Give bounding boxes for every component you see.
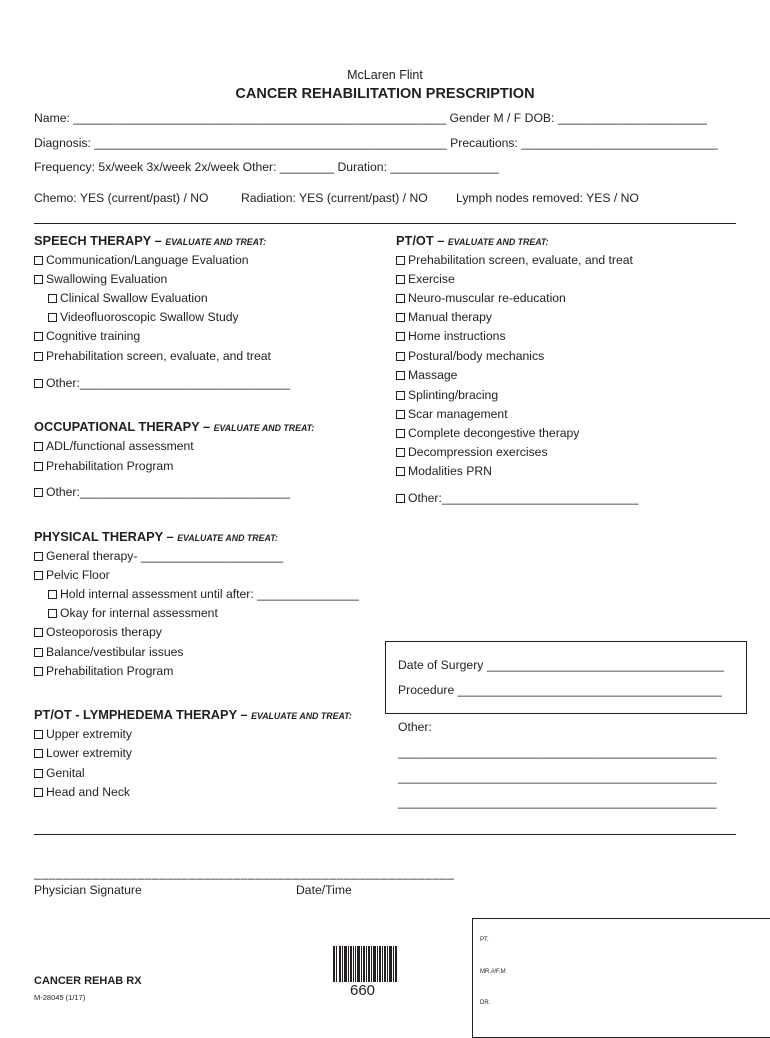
checkbox-icon[interactable] (34, 256, 43, 265)
checkbox-icon[interactable] (34, 648, 43, 657)
ptot-heading: PT/OT – EVALUATE AND TREAT: (396, 233, 549, 248)
checkbox-icon[interactable] (34, 730, 43, 739)
checkbox-okay-internal-assessment[interactable]: Okay for internal assessment (48, 605, 218, 621)
checkbox-pelvic-floor[interactable]: Pelvic Floor (34, 567, 110, 583)
checkbox-icon[interactable] (34, 379, 43, 388)
top-divider (34, 223, 736, 224)
other-notes-line-3[interactable]: _______________________________________________ (398, 795, 717, 809)
checkbox-massage[interactable]: Massage (396, 367, 457, 383)
checkbox-icon[interactable] (396, 275, 405, 284)
checkbox-icon[interactable] (34, 462, 43, 471)
checkbox-icon[interactable] (34, 552, 43, 561)
checkbox-adl-assessment[interactable]: ADL/functional assessment (34, 438, 194, 454)
checkbox-general-therapy[interactable]: General therapy- _____________________ (34, 548, 283, 564)
checkbox-icon[interactable] (34, 749, 43, 758)
barcode-icon (333, 946, 397, 982)
chemo-field[interactable]: Chemo: YES (current/past) / NO (34, 191, 209, 205)
checkbox-swallowing-evaluation[interactable]: Swallowing Evaluation (34, 271, 167, 287)
checkbox-splinting-bracing[interactable]: Splinting/bracing (396, 387, 498, 403)
radiation-field[interactable]: Radiation: YES (current/past) / NO (241, 191, 428, 205)
procedure-field[interactable]: Procedure _______________________________________ (398, 683, 722, 697)
checkbox-icon[interactable] (396, 467, 405, 476)
checkbox-head-neck[interactable]: Head and Neck (34, 784, 130, 800)
checkbox-exercise[interactable]: Exercise (396, 271, 455, 287)
checkbox-ptot-other[interactable]: Other:_____________________________ (396, 490, 638, 506)
checkbox-modalities-prn[interactable]: Modalities PRN (396, 463, 492, 479)
checkbox-icon[interactable] (48, 609, 57, 618)
checkbox-postural-mechanics[interactable]: Postural/body mechanics (396, 348, 544, 364)
checkbox-neuromuscular[interactable]: Neuro-muscular re-education (396, 290, 566, 306)
checkbox-icon[interactable] (396, 429, 405, 438)
checkbox-ot-other[interactable]: Other:_______________________________ (34, 484, 290, 500)
other-notes-line-2[interactable]: _______________________________________________ (398, 770, 717, 784)
form-title: CANCER REHABILITATION PRESCRIPTION (235, 86, 535, 102)
checkbox-icon[interactable] (396, 448, 405, 457)
checkbox-icon[interactable] (34, 667, 43, 676)
bottom-divider (34, 834, 736, 835)
checkbox-icon[interactable] (396, 256, 405, 265)
checkbox-icon[interactable] (34, 442, 43, 451)
form-code: M-28045 (1/17) (34, 993, 86, 1002)
diagnosis-precautions-line[interactable]: Diagnosis: ____________________________________________________ Precautions: _____________________________ (34, 136, 718, 150)
checkbox-icon[interactable] (396, 313, 405, 322)
other-notes-label: Other: (398, 720, 432, 734)
checkbox-manual-therapy[interactable]: Manual therapy (396, 309, 492, 325)
occupational-therapy-heading: OCCUPATIONAL THERAPY – EVALUATE AND TREAT: (34, 419, 315, 434)
checkbox-icon[interactable] (34, 628, 43, 637)
checkbox-osteoporosis[interactable]: Osteoporosis therapy (34, 624, 162, 640)
organization-name: McLaren Flint (347, 68, 423, 82)
checkbox-icon[interactable] (48, 294, 57, 303)
checkbox-icon[interactable] (396, 332, 405, 341)
date-time-label: Date/Time (296, 883, 352, 897)
surgery-info-box (385, 641, 747, 714)
checkbox-lower-extremity[interactable]: Lower extremity (34, 745, 132, 761)
checkbox-icon[interactable] (34, 488, 43, 497)
checkbox-icon[interactable] (48, 590, 57, 599)
checkbox-scar-management[interactable]: Scar management (396, 406, 508, 422)
checkbox-decompression-exercises[interactable]: Decompression exercises (396, 444, 548, 460)
label-mr: MR.#/F.M (480, 969, 506, 975)
checkbox-icon[interactable] (34, 571, 43, 580)
date-of-surgery-field[interactable]: Date of Surgery ___________________________________ (398, 658, 724, 672)
checkbox-ot-prehabilitation[interactable]: Prehabilitation Program (34, 458, 173, 474)
label-pt: PT. (480, 937, 489, 943)
checkbox-icon[interactable] (34, 275, 43, 284)
checkbox-icon[interactable] (34, 769, 43, 778)
signature-line[interactable]: _________________________________________________________ (34, 866, 455, 880)
checkbox-icon[interactable] (34, 332, 43, 341)
checkbox-icon[interactable] (396, 494, 405, 503)
checkbox-icon[interactable] (396, 352, 405, 361)
checkbox-icon[interactable] (396, 391, 405, 400)
barcode-number: 660 (350, 982, 376, 999)
checkbox-icon[interactable] (396, 410, 405, 419)
patient-label-box (472, 918, 770, 1038)
checkbox-ptot-prehabilitation[interactable]: Prehabilitation screen, evaluate, and treat (396, 252, 633, 268)
form-name: CANCER REHAB RX (34, 975, 142, 987)
other-notes-line-1[interactable]: _______________________________________________ (398, 745, 717, 759)
checkbox-clinical-swallow[interactable]: Clinical Swallow Evaluation (48, 290, 208, 306)
checkbox-icon[interactable] (396, 294, 405, 303)
checkbox-hold-internal-assessment[interactable]: Hold internal assessment until after: _______________ (48, 586, 359, 602)
checkbox-decongestive-therapy[interactable]: Complete decongestive therapy (396, 425, 579, 441)
frequency-duration-line[interactable]: Frequency: 5x/week 3x/week 2x/week Other: ________ Duration: ________________ (34, 160, 499, 174)
checkbox-pt-prehabilitation[interactable]: Prehabilitation Program (34, 663, 173, 679)
lymph-nodes-field[interactable]: Lymph nodes removed: YES / NO (456, 191, 639, 205)
checkbox-speech-prehabilitation[interactable]: Prehabilitation screen, evaluate, and treat (34, 348, 271, 364)
checkbox-upper-extremity[interactable]: Upper extremity (34, 726, 132, 742)
name-gender-dob-line[interactable]: Name: _______________________________________________________ Gender M / F DOB: ______________________ (34, 111, 707, 125)
speech-therapy-heading: SPEECH THERAPY – EVALUATE AND TREAT: (34, 233, 267, 248)
label-dr: DR. (480, 1000, 491, 1006)
checkbox-cognitive-training[interactable]: Cognitive training (34, 328, 140, 344)
checkbox-home-instructions[interactable]: Home instructions (396, 328, 506, 344)
checkbox-balance-vestibular[interactable]: Balance/vestibular issues (34, 644, 184, 660)
physician-signature-label: Physician Signature (34, 883, 142, 897)
checkbox-icon[interactable] (34, 352, 43, 361)
checkbox-videofluoroscopic[interactable]: Videofluoroscopic Swallow Study (48, 309, 239, 325)
checkbox-icon[interactable] (396, 371, 405, 380)
lymphedema-therapy-heading: PT/OT - LYMPHEDEMA THERAPY – EVALUATE AND TREAT: (34, 707, 352, 722)
checkbox-speech-other[interactable]: Other:_______________________________ (34, 375, 290, 391)
checkbox-icon[interactable] (48, 313, 57, 322)
checkbox-communication-language[interactable]: Communication/Language Evaluation (34, 252, 249, 268)
checkbox-icon[interactable] (34, 788, 43, 797)
physical-therapy-heading: PHYSICAL THERAPY – EVALUATE AND TREAT: (34, 529, 278, 544)
checkbox-genital[interactable]: Genital (34, 765, 85, 781)
